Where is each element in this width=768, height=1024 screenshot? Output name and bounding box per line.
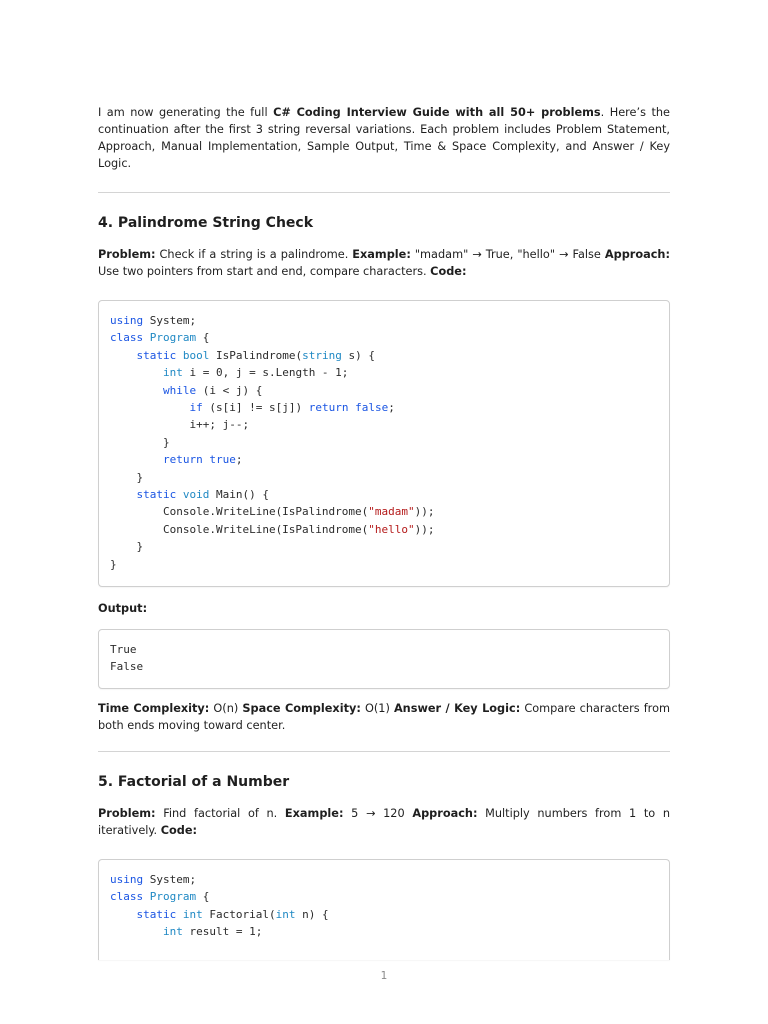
problem-5-heading: 5. Factorial of a Number [98,774,290,790]
code-line [110,401,395,414]
problem-4-description [98,246,670,280]
example-label: Example: [352,248,411,261]
code-type: Program [149,331,197,345]
code-type: void [182,488,210,502]
code-type: int [275,907,296,921]
code-keyword: while [162,383,197,397]
code-line [110,471,143,484]
output-line: False [110,660,144,674]
intro-bold-title: C# Coding Interview Guide with all 50+ problems [273,106,601,119]
section-divider [98,192,670,193]
code-text: n) { [295,907,329,921]
code-text: ; [388,401,395,415]
code-content [110,871,658,941]
output-label [98,600,670,617]
code-type: int [162,366,183,380]
code-text [143,331,150,344]
code-keyword: return [308,401,349,415]
output-line: True [110,643,137,656]
code-type: int [162,925,183,939]
code-text: IsPalindrome( [209,348,303,362]
code-text: Console.WriteLine(IsPalindrome( [110,522,369,536]
code-line [110,925,262,938]
code-keyword: class [110,890,144,904]
code-text: (s[i] != s[j]) [202,401,309,415]
code-text: Factorial( [202,907,276,921]
output-content [110,641,658,676]
code-text: System; [143,873,197,886]
code-line [110,523,435,536]
code-keyword: using [110,873,144,886]
intro-paragraph [98,104,670,172]
code-text: )); [414,505,435,519]
code-keyword: using [110,314,144,327]
problem-text: Find factorial of n. [155,807,285,820]
document-page [98,104,670,960]
code-type: int [182,907,203,921]
code-type: Program [149,890,197,904]
problem-4-code-block[interactable] [98,300,670,587]
code-text [176,908,183,921]
problem-5-code-block[interactable] [98,859,670,960]
code-keyword: false [355,401,389,415]
code-label: Code: [160,824,198,837]
example-text: 5 → 120 [343,807,413,820]
approach-text: Use two pointers from start and end, compare characters. [98,265,431,278]
code-line [110,505,435,518]
answer-label: Answer / Key Logic: [393,702,521,715]
code-line [110,558,117,571]
code-content [110,312,658,573]
code-text: i = 0, j = s.Length - 1; [182,366,349,380]
code-text: } [110,470,144,484]
code-line [110,873,196,886]
code-keyword: static [136,488,177,502]
code-line [110,890,209,903]
code-text [110,925,163,938]
code-text: Console.WriteLine(IsPalindrome( [110,505,369,519]
code-text: )); [414,522,435,536]
code-text [110,401,189,414]
page-number: 1 [380,970,388,982]
code-text: } [110,557,117,571]
code-text: System; [143,314,197,327]
code-line [110,418,249,431]
output-label-text: Output: [98,602,148,615]
code-keyword: return [162,453,203,467]
code-string: "hello" [368,522,415,536]
code-text [110,488,137,501]
code-text [176,349,183,362]
code-text [110,908,137,921]
code-text: } [110,540,144,554]
code-string: "madam" [368,505,415,519]
code-line [110,453,242,466]
code-text [110,349,137,362]
problem-4-complexity [98,700,670,734]
intro-text: I am now generating the full [98,106,274,119]
problem-text: Check if a string is a palindrome. [155,248,353,261]
time-complexity-label: Time Complexity: [98,702,210,715]
code-keyword: true [209,453,236,467]
space-complexity-value: O(1) [360,702,394,715]
problem-4-output-block[interactable] [98,629,670,689]
code-text: } [110,435,170,449]
approach-label: Approach: [604,248,670,261]
code-text: { [196,890,210,904]
code-label: Code: [430,265,467,278]
code-text: Main() { [209,488,269,502]
problem-label: Problem: [98,248,156,261]
problem-label: Problem: [98,807,156,820]
code-line [110,349,375,362]
code-line [110,314,196,327]
code-line [110,366,348,379]
code-text: ; [235,453,243,467]
code-keyword: static [136,907,177,921]
answer-text: Compare characters from both ends moving toward center. [98,702,670,732]
code-keyword: if [189,401,203,415]
code-text: { [196,331,210,345]
code-line [110,488,269,501]
code-text: (i < j) { [196,383,263,397]
code-text: result = 1; [182,925,263,939]
code-line [110,384,262,397]
example-label: Example: [284,807,344,820]
code-type: string [302,348,342,362]
code-text: i++; j--; [110,418,250,432]
code-line [110,540,143,553]
code-text [110,366,163,379]
code-text [110,453,163,466]
approach-label: Approach: [412,807,478,820]
approach-text: Multiply numbers from 1 to n iteratively. [98,807,670,837]
code-keyword: class [110,331,144,345]
space-complexity-label: Space Complexity: [242,702,361,715]
code-text [143,890,150,903]
code-line [110,331,209,344]
problem-5-description [98,805,670,839]
problem-4-heading: 4. Palindrome String Check [98,215,314,231]
time-complexity-value: O(n) [209,702,243,715]
code-keyword: static [136,348,177,362]
section-divider [98,751,670,752]
intro-text-continued: . Here’s the continuation after the first 3 string reversal variations. Each problem includes Problem Statement, Approach, Manual Implementation, Sample Output, Time & Space Complexity, and Answer / Key Logic. [98,106,670,170]
example-text: "madam" → True, "hello" → False [410,248,605,261]
code-text: s) { [341,348,375,362]
code-text [176,488,183,501]
code-text [110,384,163,397]
code-line [110,436,170,449]
code-line [110,908,329,921]
code-type: bool [182,348,210,362]
